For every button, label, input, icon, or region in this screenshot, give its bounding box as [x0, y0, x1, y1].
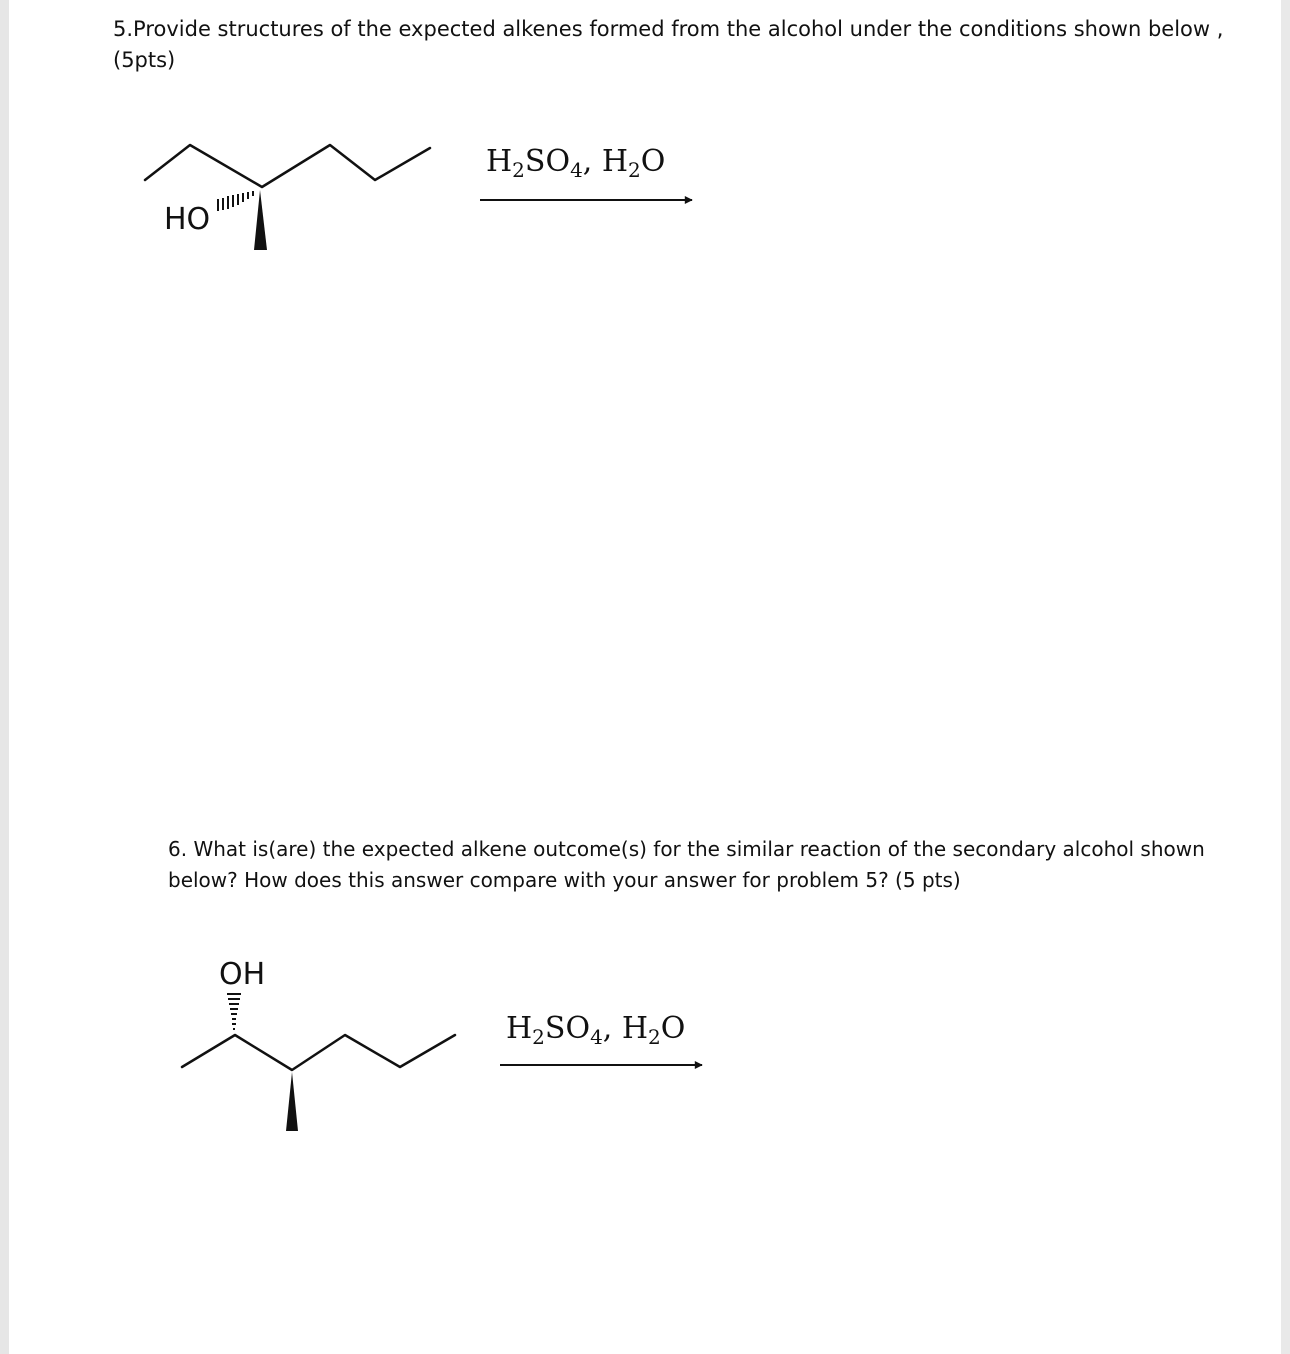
molecule-5-hydroxyl-label: HO [164, 202, 211, 237]
molecule-5-tertiary-alcohol [145, 145, 430, 187]
molecule-6-carbon-chain [182, 1035, 455, 1070]
question-6-line-1: 6. What is(are) the expected alkene outcome(s) for the similar reaction of the secondary alcohol shown [168, 837, 1205, 861]
reagent-6-so: SO [544, 1011, 591, 1046]
reagent-5-sub-2a: 2 [512, 158, 525, 182]
reagent-5-sub-4: 4 [570, 158, 583, 182]
reagent-5-so: SO [524, 144, 571, 179]
reagent-6-sub-4: 4 [590, 1025, 603, 1049]
question-5-line-1: 5.Provide structures of the expected alkenes formed from the alcohol under the conditions shown below , [113, 17, 1224, 41]
reagent-6-sub-2a: 2 [532, 1025, 545, 1049]
question-6-line-2: below? How does this answer compare with your answer for problem 5? (5 pts) [168, 868, 961, 892]
reagent-5-sub-2b: 2 [628, 158, 641, 182]
question-5-points: (5pts) [113, 48, 176, 72]
reagent-6-sub-2b: 2 [648, 1025, 661, 1049]
molecule-6-hash-bond [227, 994, 241, 1029]
reagent-5-o: O [640, 144, 666, 179]
reagent-6-h: H [506, 1011, 533, 1046]
reagent-6-o: O [660, 1011, 686, 1046]
reagent-5-h2: , H [582, 144, 629, 179]
molecule-5-wedge-bond [254, 190, 267, 250]
reagent-6-h2: , H [602, 1011, 649, 1046]
reagent-5-h: H [486, 144, 513, 179]
molecule-6-secondary-alcohol [182, 1035, 455, 1070]
molecule-6-hydroxyl-label: OH [219, 957, 266, 992]
molecule-5-carbon-chain [145, 145, 430, 187]
molecule-6-wedge-bond [286, 1072, 298, 1131]
molecule-5-hash-bond [218, 191, 253, 211]
